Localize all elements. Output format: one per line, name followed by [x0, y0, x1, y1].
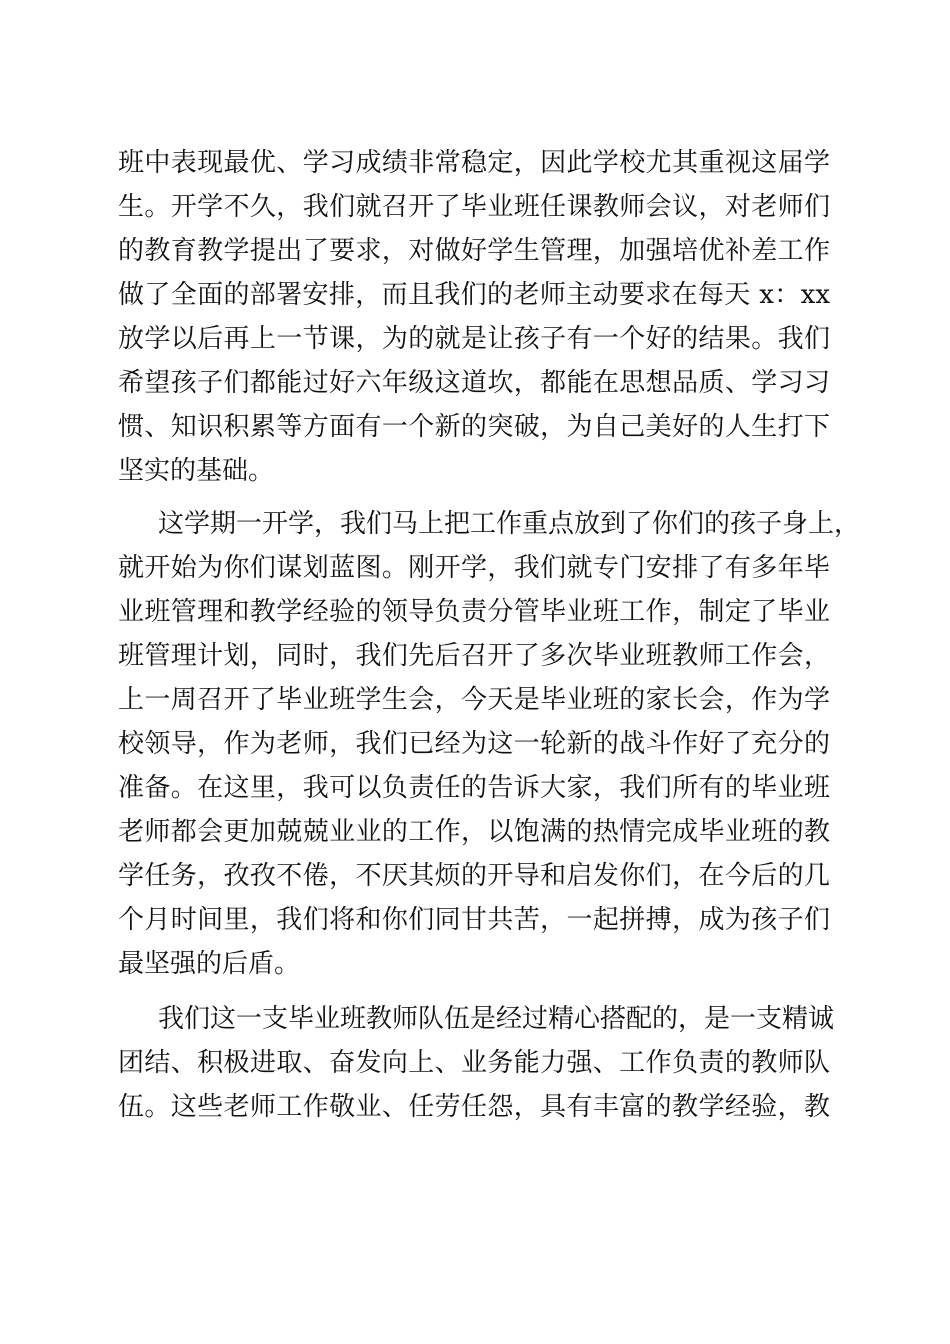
text-line: 学任务，孜孜不倦，不厌其烦的开导和启发你们，在今后的几: [118, 861, 830, 891]
paragraph-3: [118, 997, 835, 1129]
text-line: 老师都会更加兢兢业业的工作，以饱满的热情完成毕业班的教: [118, 817, 830, 847]
text-line: 团结、积极进取、奋发向上、业务能力强、工作负责的教师队: [118, 1048, 830, 1078]
text-line: 生。开学不久，我们就召开了毕业班任课教师会议，对老师们: [118, 192, 830, 222]
text-line: 坚实的基础。: [118, 456, 275, 486]
text-line: 准备。在这里，我可以负责任的告诉大家，我们所有的毕业班: [118, 773, 830, 803]
text-line: 最坚强的后盾。: [118, 949, 301, 979]
text-line: 校领导，作为老师，我们已经为这一轮新的战斗作好了充分的: [118, 729, 830, 759]
text-line: 个月时间里，我们将和你们同甘共苦，一起拼搏，成为孩子们: [118, 905, 830, 935]
text-line: 上一周召开了毕业班学生会，今天是毕业班的家长会，作为学: [118, 685, 830, 715]
text-line: 班中表现最优、学习成绩非常稳定，因此学校尤其重视这届学: [118, 148, 830, 178]
text-line: 做了全面的部署安排，而且我们的老师主动要求在每天 x：xx: [118, 280, 830, 310]
text-line: 班管理计划，同时，我们先后召开了多次毕业班教师工作会，: [118, 641, 830, 671]
text-line: 就开始为你们谋划蓝图。刚开学，我们就专门安排了有多年毕: [118, 553, 830, 583]
text-line: 这学期一开学，我们马上把工作重点放到了你们的孩子身上，: [158, 509, 861, 539]
text-line: 的教育教学提出了要求，对做好学生管理，加强培优补差工作: [118, 236, 830, 266]
text-line: 希望孩子们都能过好六年级这道坎，都能在思想品质、学习习: [118, 368, 830, 398]
text-line: 业班管理和教学经验的领导负责分管毕业班工作，制定了毕业: [118, 597, 830, 627]
text-line: 我们这一支毕业班教师队伍是经过精心搭配的，是一支精诚: [158, 1004, 835, 1034]
text-line: 惯、知识积累等方面有一个新的突破，为自己美好的人生打下: [118, 412, 830, 442]
paragraph-2: [118, 502, 861, 986]
paragraph-1: [118, 141, 830, 493]
text-line: 放学以后再上一节课，为的就是让孩子有一个好的结果。我们: [118, 324, 830, 354]
text-line: 伍。这些老师工作敬业、任劳任怨，具有丰富的教学经验，教: [118, 1092, 830, 1122]
